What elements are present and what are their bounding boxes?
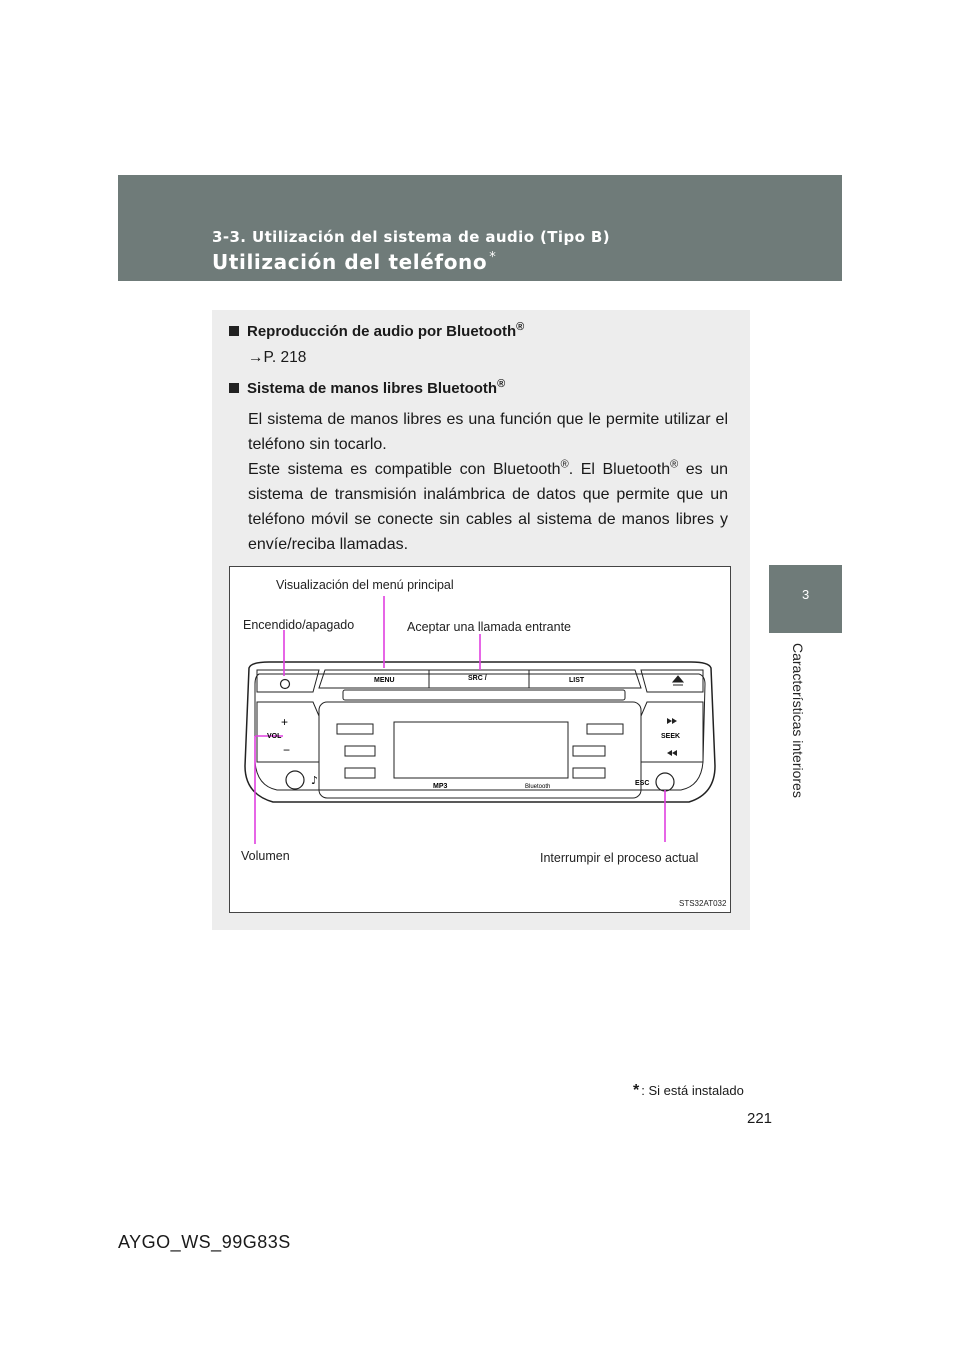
- bluetooth-label: Bluetooth: [525, 784, 551, 790]
- registered-mark: ®: [497, 378, 506, 390]
- footnote: [633, 1082, 744, 1100]
- page-title: [212, 250, 496, 274]
- figure-id: STS32AT032: [679, 899, 727, 908]
- item-heading-text: Reproducción de audio por Bluetooth: [247, 323, 517, 340]
- list-button-label: LIST: [569, 677, 585, 684]
- paragraph-text: es un sistema de transmisión inalámbrica de datos que permite que un teléfono móvil se conecte sin cables al sistema de manos libres y envíe/reciba llamadas.: [248, 461, 729, 553]
- paragraph-bluetooth-description: [248, 457, 728, 557]
- registered-mark: ®: [516, 321, 525, 333]
- footnote-text: : Si está instalado: [641, 1083, 744, 1098]
- callout-volume: Volumen: [241, 849, 290, 863]
- callout-interrupt: Interrumpir el proceso actual: [540, 851, 699, 865]
- footnote-asterisk: *: [633, 1082, 640, 1099]
- square-bullet-icon: [229, 326, 239, 336]
- page-reference: →P. 218: [248, 349, 307, 366]
- paragraph-text: Este sistema es compatible con Bluetooth: [248, 461, 561, 478]
- section-heading: 3-3. Utilización del sistema de audio (Tipo B): [212, 228, 610, 246]
- registered-mark: ®: [560, 458, 569, 471]
- document-code: AYGO_WS_99G83S: [118, 1232, 291, 1252]
- vol-label: VOL: [267, 733, 282, 740]
- title-asterisk: *: [489, 250, 497, 266]
- item-heading-text: Sistema de manos libres Bluetooth: [247, 380, 498, 397]
- chapter-side-label: Características interiores: [790, 643, 806, 798]
- vol-plus-label: +: [281, 715, 289, 729]
- src-button-label: SRC /: [468, 675, 487, 682]
- registered-mark: ®: [670, 458, 679, 471]
- menu-button-label: MENU: [374, 677, 395, 684]
- callout-menu: Visualización del menú principal: [276, 578, 454, 592]
- esc-label: ESC: [635, 780, 650, 787]
- paragraph-handsfree-intro: El sistema de manos libres es una función que le permite utilizar el teléfono sin tocarlo.: [248, 411, 728, 453]
- chapter-tab: [769, 565, 842, 633]
- page-title-text: Utilización del teléfono: [212, 250, 488, 274]
- seek-label: SEEK: [661, 733, 681, 740]
- callout-accept-call: Aceptar una llamada entrante: [407, 620, 571, 634]
- callout-power: Encendido/apagado: [243, 618, 355, 632]
- paragraph-text: . El Bluetooth: [568, 461, 671, 478]
- item-heading-bluetooth-audio: [229, 321, 524, 340]
- vol-minus-label: −: [283, 743, 291, 757]
- item-heading-handsfree: [229, 378, 505, 397]
- chapter-number: 3: [802, 587, 810, 602]
- square-bullet-icon: [229, 383, 239, 393]
- music-note-icon: ♪: [311, 774, 319, 787]
- page-number: 221: [747, 1110, 773, 1127]
- mp3-label: MP3: [433, 783, 448, 790]
